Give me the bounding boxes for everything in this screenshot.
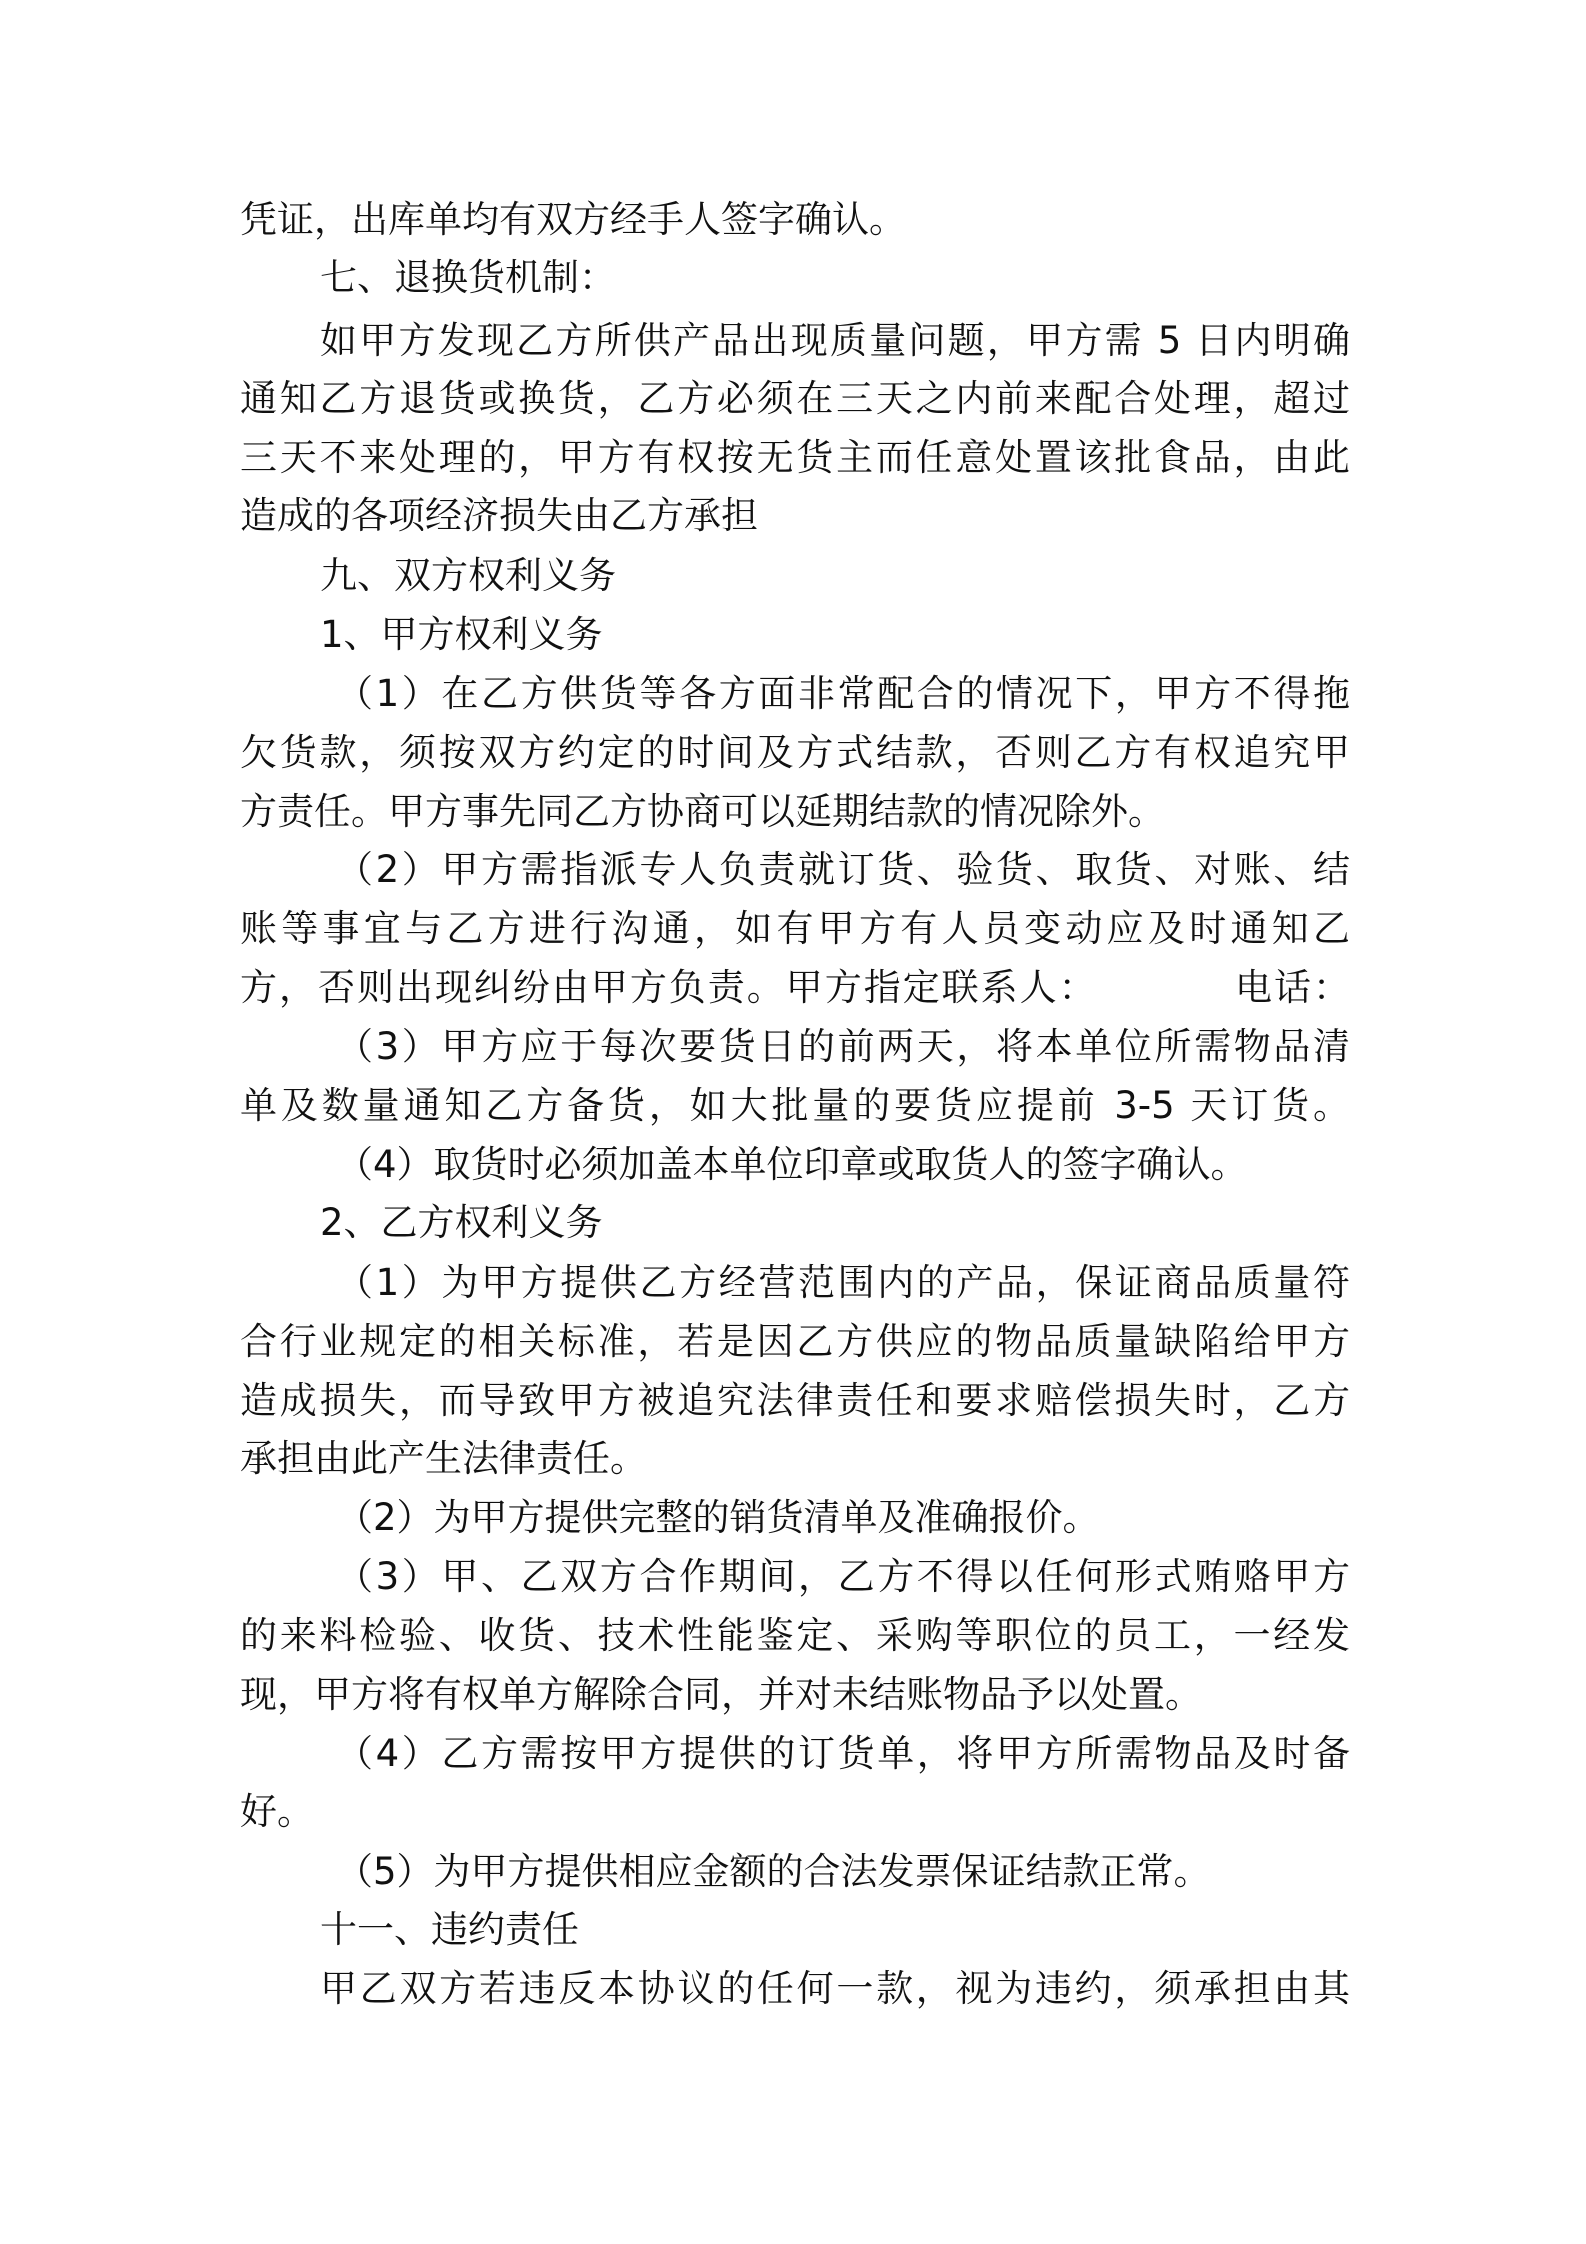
text-line: 通知乙方退货或换货，乙方必须在三天之内前来配合处理，超过 xyxy=(240,377,1350,420)
text-line: 承担由此产生法律责任。 xyxy=(240,1437,647,1480)
text-line: （4）乙方需按甲方提供的订货单，将甲方所需物品及时备 xyxy=(336,1732,1350,1775)
text-line: 造成的各项经济损失由乙方承担 xyxy=(240,494,758,537)
text-line: 单及数量通知乙方备货，如大批量的要货应提前 3-5 天订货。 xyxy=(240,1084,1350,1127)
text-line: 账等事宜与乙方进行沟通，如有甲方有人员变动应及时通知乙 xyxy=(240,907,1350,950)
text-line: 现，甲方将有权单方解除合同，并对未结账物品予以处置。 xyxy=(240,1673,1202,1716)
text-line: （3）甲方应于每次要货日的前两天，将本单位所需物品清 xyxy=(336,1025,1350,1068)
text-line: 方责任。甲方事先同乙方协商可以延期结款的情况除外。 xyxy=(240,790,1165,833)
section-heading: 九、双方权利义务 xyxy=(320,554,616,597)
text-line: （3）甲、乙双方合作期间，乙方不得以任何形式贿赂甲方 xyxy=(336,1555,1350,1598)
text-line: 好。 xyxy=(240,1790,314,1833)
text-line: 欠货款，须按双方约定的时间及方式结款，否则乙方有权追究甲 xyxy=(240,731,1350,774)
text-line: 三天不来处理的，甲方有权按无货主而任意处置该批食品，由此 xyxy=(240,436,1350,479)
text-line: （1）在乙方供货等各方面非常配合的情况下，甲方不得拖 xyxy=(336,672,1350,715)
text-line: （5）为甲方提供相应金额的合法发票保证结款正常。 xyxy=(336,1850,1211,1893)
subsection-heading: 2、乙方权利义务 xyxy=(320,1201,603,1244)
text-line: 造成损失，而导致甲方被追究法律责任和要求赔偿损失时，乙方 xyxy=(240,1379,1350,1422)
text-line: 凭证，出库单均有双方经手人签字确认。 xyxy=(240,198,906,241)
text-line: 方，否则出现纠纷由甲方负责。甲方指定联系人： 电话： xyxy=(240,966,1350,1009)
text-line: 如甲方发现乙方所供产品出现质量问题，甲方需 5 日内明确 xyxy=(320,319,1350,362)
text-line: 甲乙双方若违反本协议的任何一款，视为违约，须承担由其 xyxy=(320,1967,1350,2010)
text-line: 的来料检验、收货、技术性能鉴定、采购等职位的员工，一经发 xyxy=(240,1614,1350,1657)
section-heading: 十一、违约责任 xyxy=(320,1908,579,1951)
text-line: （4）取货时必须加盖本单位印章或取货人的签字确认。 xyxy=(336,1143,1248,1186)
text-line: （2）甲方需指派专人负责就订货、验货、取货、对账、结 xyxy=(336,848,1350,891)
section-heading: 七、退换货机制： xyxy=(320,256,616,299)
text-line: （2）为甲方提供完整的销货清单及准确报价。 xyxy=(336,1496,1100,1539)
text-line: 合行业规定的相关标准，若是因乙方供应的物品质量缺陷给甲方 xyxy=(240,1320,1350,1363)
subsection-heading: 1、甲方权利义务 xyxy=(320,613,603,656)
text-line: （1）为甲方提供乙方经营范围内的产品，保证商品质量符 xyxy=(336,1261,1350,1304)
